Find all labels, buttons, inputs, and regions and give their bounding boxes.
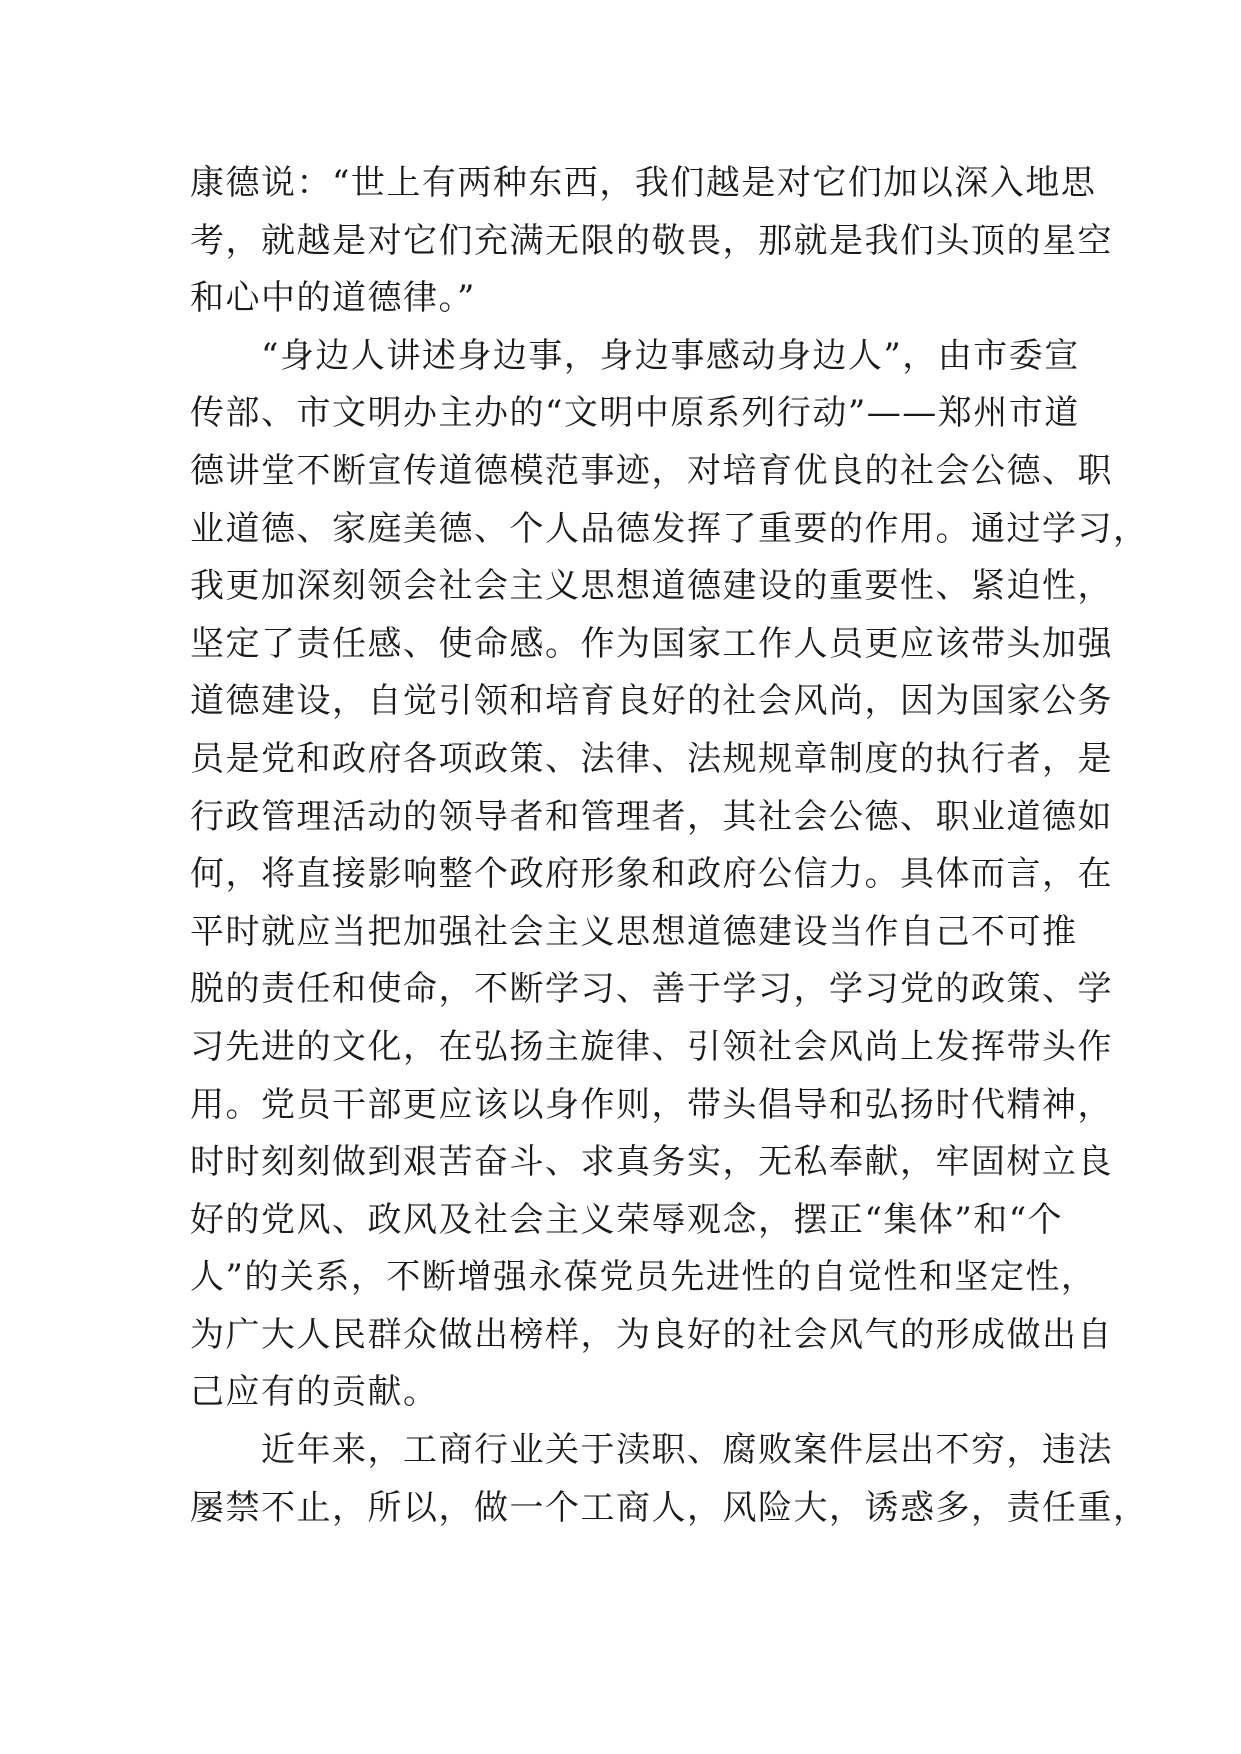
text-line: 坚定了责任感、使命感。作为国家工作人员更应该带头加强: [190, 623, 1113, 664]
text-line: 考，就越是对它们充满无限的敬畏，那就是我们头顶的星空: [190, 220, 1113, 261]
text-line: 己应有的贡献。: [190, 1372, 439, 1413]
text-line: 脱的责任和使命，不断学习、善于学习，学习党的政策、学: [190, 969, 1113, 1010]
text-line: 人”的关系，不断增强永葆党员先进性的自觉性和坚定性，: [190, 1257, 1097, 1298]
text-line: 康德说：“世上有两种东西，我们越是对它们加以深入地思: [190, 163, 1097, 203]
text-line: 何，将直接影响整个政府形象和政府公信力。具体而言，在: [190, 854, 1113, 895]
text-line: 德讲堂不断宣传道德模范事迹，对培育优良的社会公德、职: [190, 450, 1113, 491]
text-line: 近年来，工商行业关于渎职、腐败案件层出不穷，违法: [190, 1430, 1113, 1471]
text-line: 好的党风、政风及社会主义荣辱观念，摆正“集体”和“个: [190, 1199, 1064, 1240]
body-text: [190, 155, 1149, 1537]
text-line: 传部、市文明办主办的“文明中原系列行动”——郑州市道: [190, 393, 1080, 434]
text-line: 员是党和政府各项政策、法律、法规规章制度的执行者，是: [190, 738, 1113, 779]
text-line: 习先进的文化，在弘扬主旋律、引领社会风尚上发挥带头作: [190, 1026, 1113, 1067]
text-line: 用。党员干部更应该以身作则，带头倡导和弘扬时代精神，: [190, 1084, 1113, 1125]
text-line: 屡禁不止，所以，做一个工商人，风险大，诱惑多，责任重，: [190, 1487, 1149, 1528]
text-line: 时时刻刻做到艰苦奋斗、求真务实，无私奉献，牢固树立良: [190, 1142, 1113, 1183]
text-line: 业道德、家庭美德、个人品德发挥了重要的作用。通过学习，: [190, 508, 1149, 549]
text-line: “身边人讲述身边事，身边事感动身边人”，由市委宣: [190, 335, 1080, 376]
text-line: 道德建设，自觉引领和培育良好的社会风尚，因为国家公务: [190, 681, 1113, 722]
text-line: 平时就应当把加强社会主义思想道德建设当作自己不可推: [190, 911, 1078, 952]
text-line: 行政管理活动的领导者和管理者，其社会公德、职业道德如: [190, 796, 1113, 837]
text-line: 为广大人民群众做出榜样，为良好的社会风气的形成做出自: [190, 1314, 1113, 1355]
text-line: 和心中的道德律。”: [190, 278, 476, 319]
text-line: 我更加深刻领会社会主义思想道德建设的重要性、紧迫性，: [190, 566, 1113, 607]
